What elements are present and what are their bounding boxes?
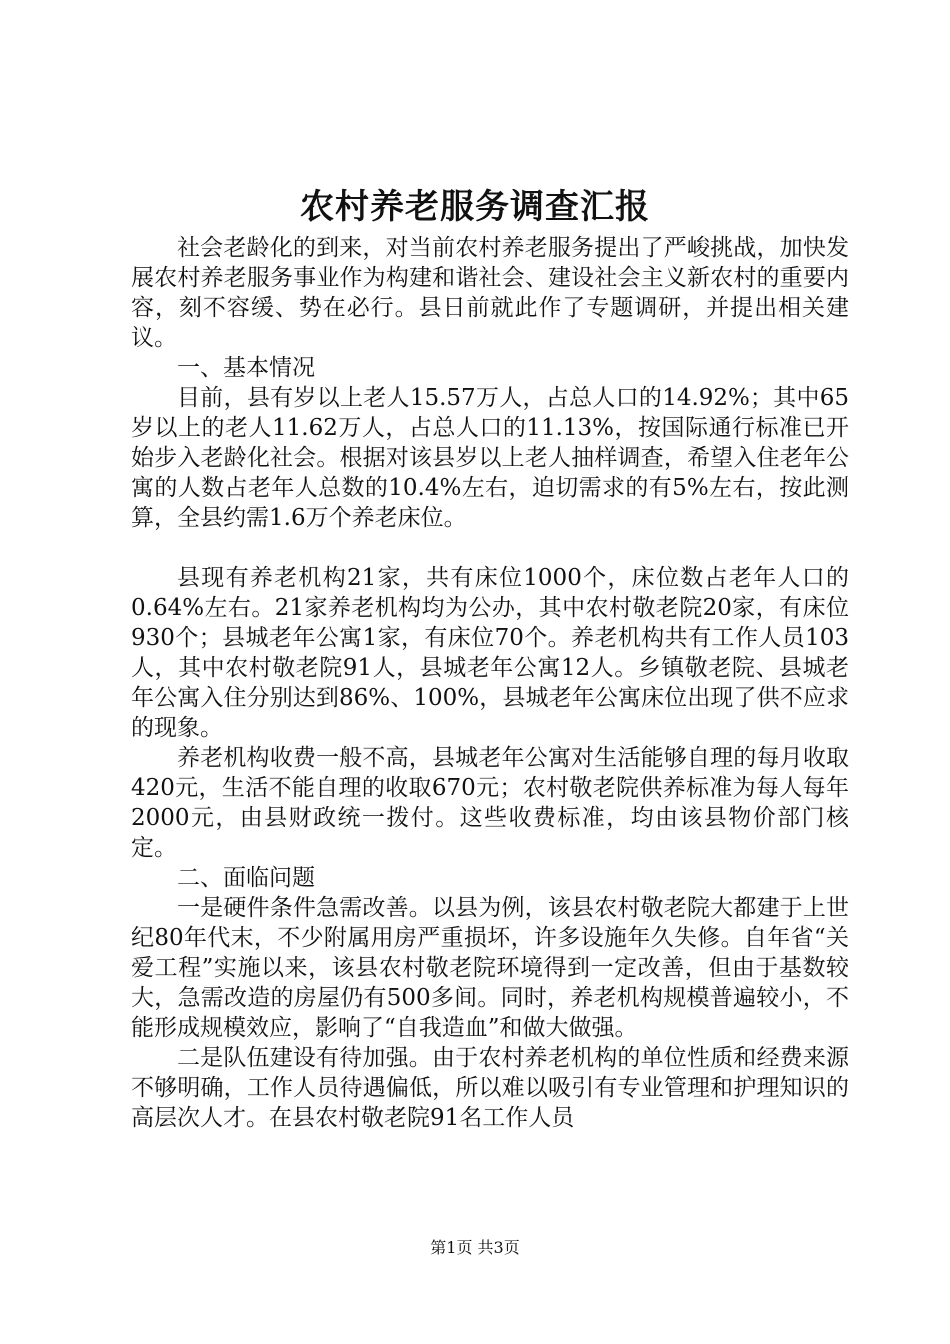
paragraph-fees: 养老机构收费一般不高，县城老年公寓对生活能够自理的每月收取420元，生活不能自理的收取670元；农村敬老院供养标准为每人每年2000元，由县财政统一拨付。这些收费标准，均由该县物价部门核定。 [131,745,849,861]
paragraph-elderly-population: 目前，县有岁以上老人15.57万人，占总人口的14.92%；其中65岁以上的老人11.62万人，占总人口的11.13%，按国际通行标准已开始步入老龄化社会。根据对该县岁以上老人抽样调查，希望入住老年公寓的人数占老年人总数的10.4%左右，迫切需求的有5%左右，按此测算，全县约需1.6万个养老床位。 [131,385,849,531]
section-heading-basic-situation: 一、基本情况 [177,355,315,381]
document-body [131,233,849,1133]
document-title: 农村养老服务调查汇报 [300,187,650,227]
paragraph-staffing: 二是队伍建设有待加强。由于农村养老机构的单位性质和经费来源不够明确，工作人员待遇偏低，所以难以吸引有专业管理和护理知识的高层次人才。在县农村敬老院91名工作人员 [131,1045,849,1131]
page-number-footer: 第1页 共3页 [430,1238,520,1257]
paragraph-institutions: 县现有养老机构21家，共有床位1000个，床位数占老年人口的0.64%左右。21家养老机构均为公办，其中农村敬老院20家，有床位930个；县城老年公寓1家，有床位70个。养老机构共有工作人员103人，其中农村敬老院91人，县城老年公寓12人。乡镇敬老院、县城老年公寓入住分别达到86%、100%，县城老年公寓床位出现了供不应求的现象。 [131,565,849,741]
paragraph-hardware: 一是硬件条件急需改善。以县为例，该县农村敬老院大都建于上世纪80年代末，不少附属用房严重损坏，许多设施年久失修。自年省“关爱工程”实施以来，该县农村敬老院环境得到一定改善，但由于基数较大，急需改造的房屋仍有500多间。同时，养老机构规模普遍较小，不能形成规模效应，影响了“自我造血”和做大做强。 [131,895,849,1041]
paragraph-intro: 社会老龄化的到来，对当前农村养老服务提出了严峻挑战，加快发展农村养老服务事业作为构建和谐社会、建设社会主义新农村的重要内容，刻不容缓、势在必行。县日前就此作了专题调研，并提出相关建议。 [131,235,849,351]
section-heading-problems: 二、面临问题 [177,865,315,891]
